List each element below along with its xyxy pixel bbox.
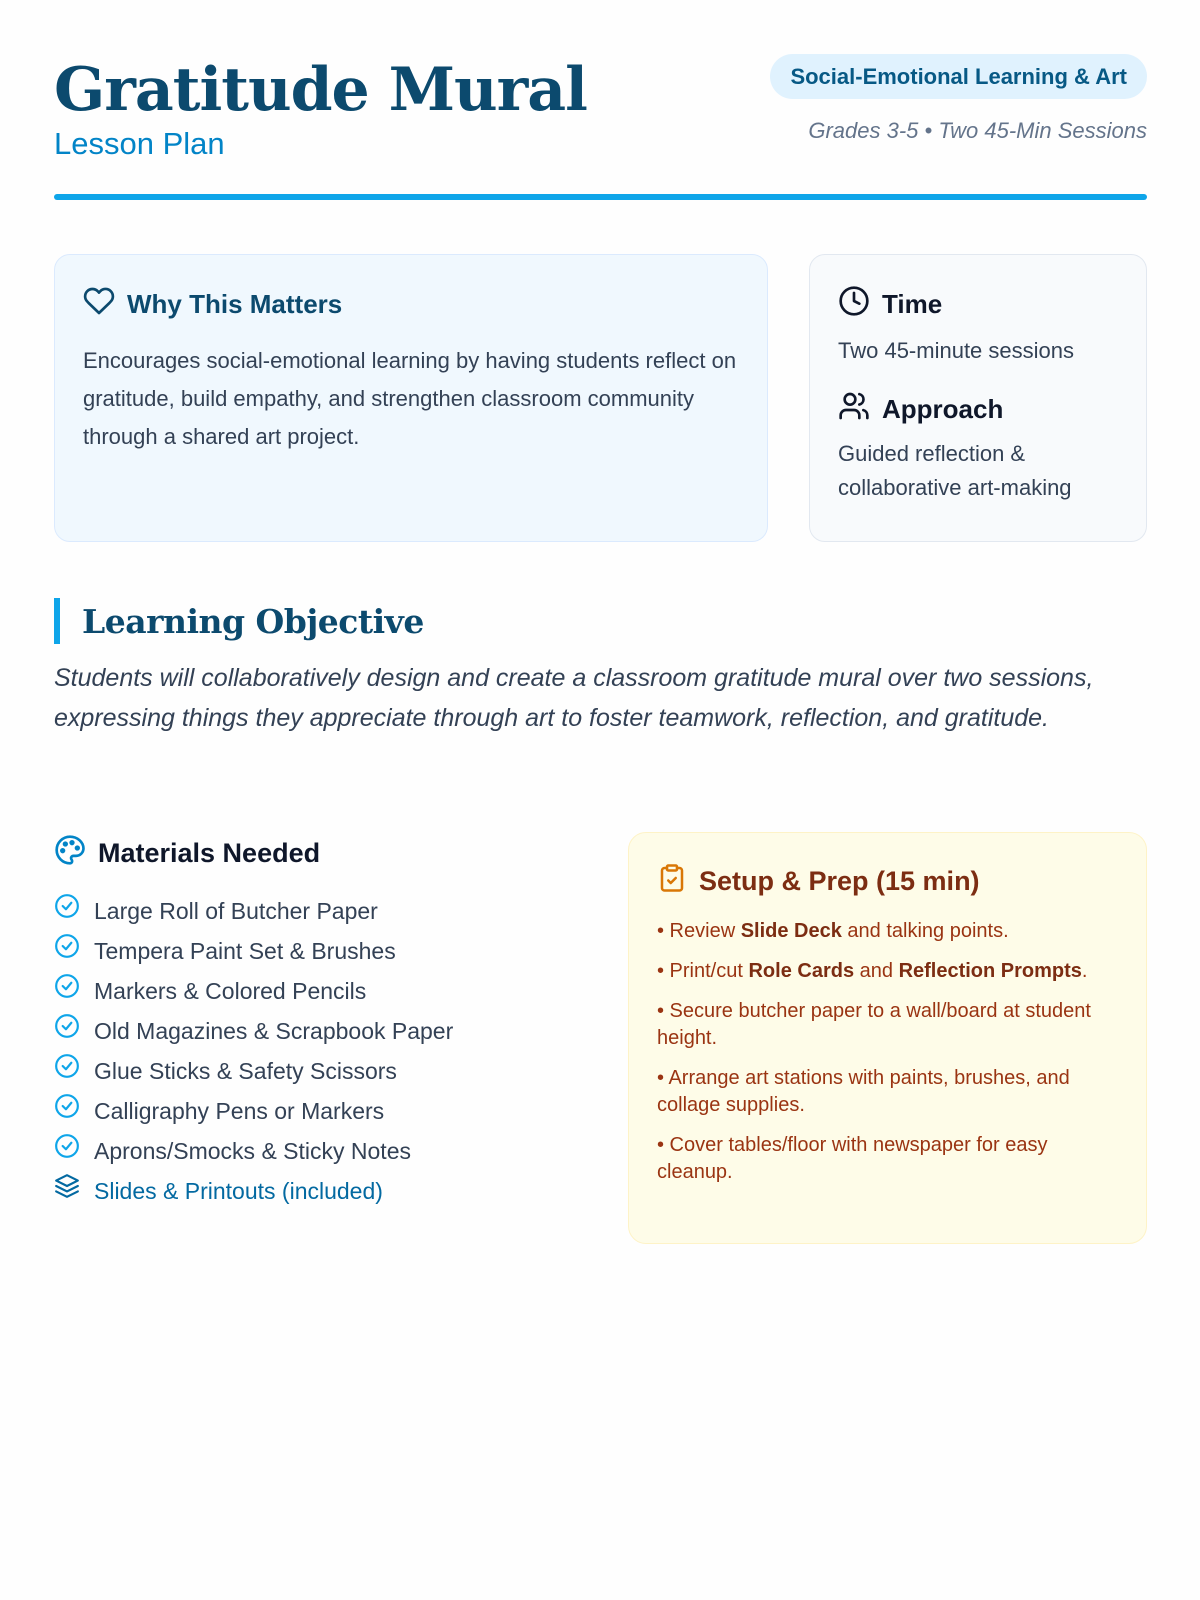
material-label: Glue Sticks & Safety Scissors [94, 1058, 397, 1084]
header [54, 0, 1147, 200]
time-heading: Time [882, 288, 943, 319]
list-item [54, 1091, 614, 1131]
setup-heading: Setup & Prep (15 min) [699, 865, 980, 896]
slides-printouts-item[interactable] [54, 1171, 614, 1211]
check-circle-icon [54, 891, 80, 931]
heart-icon [83, 285, 115, 322]
subject-badge: Social-Emotional Learning & Art [770, 54, 1147, 99]
slides-printouts-label[interactable]: Slides & Printouts (included) [94, 1178, 383, 1204]
approach-value: Guided reflection & collaborative art-making [838, 441, 1072, 500]
materials-section [54, 834, 614, 1211]
check-circle-icon [54, 1131, 80, 1171]
setup-list [657, 918, 1118, 1186]
material-label: Tempera Paint Set & Brushes [94, 938, 396, 964]
list-item [54, 891, 614, 931]
list-item: • Print/cut Role Cards and Reflection Prompts. [657, 960, 1088, 982]
clipboard-check-icon [657, 863, 687, 898]
list-item [54, 971, 614, 1011]
grade-meta: Grades 3-5 • Two 45-Min Sessions [808, 118, 1147, 143]
palette-icon [54, 834, 86, 871]
list-item: • Cover tables/floor with newspaper for easy cleanup. [657, 1134, 1048, 1183]
page-subtitle: Lesson Plan [54, 126, 225, 161]
time-value: Two 45-minute sessions [838, 338, 1074, 363]
material-label: Aprons/Smocks & Sticky Notes [94, 1138, 411, 1164]
check-circle-icon [54, 1011, 80, 1051]
layers-icon [54, 1171, 80, 1211]
why-body: Encourages social-emotional learning by having students reflect on gratitude, build empathy, and strengthen classroom community through a shared art project. [83, 348, 737, 449]
objective-heading: Learning Objective [82, 601, 424, 641]
materials-list [54, 891, 614, 1211]
check-circle-icon [54, 1051, 80, 1091]
users-icon [838, 390, 870, 427]
list-item [54, 1051, 614, 1091]
material-label: Large Roll of Butcher Paper [94, 898, 378, 924]
check-circle-icon [54, 1091, 80, 1131]
objective-heading-block [54, 598, 424, 644]
list-item [54, 1011, 614, 1051]
list-item [54, 931, 614, 971]
objective-text: Students will collaboratively design and create a classroom gratitude mural over two sessions, expressing things they appreciate through art to foster teamwork, reflection, and gratitude. [54, 664, 1094, 732]
check-circle-icon [54, 931, 80, 971]
lesson-plan-page [54, 0, 1147, 1204]
material-label: Markers & Colored Pencils [94, 978, 367, 1004]
list-item [54, 1131, 614, 1171]
setup-card [628, 832, 1147, 1244]
why-heading: Why This Matters [127, 288, 343, 319]
material-label: Old Magazines & Scrapbook Paper [94, 1018, 454, 1044]
why-card [54, 254, 768, 542]
list-item: • Secure butcher paper to a wall/board at student height. [657, 1000, 1091, 1049]
approach-heading: Approach [882, 393, 1004, 424]
material-label: Calligraphy Pens or Markers [94, 1098, 385, 1124]
check-circle-icon [54, 971, 80, 1011]
materials-heading: Materials Needed [98, 837, 321, 868]
page-title: Gratitude Mural [54, 55, 587, 125]
list-item: • Review Slide Deck and talking points. [657, 920, 1009, 942]
list-item: • Arrange art stations with paints, brushes, and collage supplies. [657, 1067, 1070, 1116]
clock-icon [838, 285, 870, 322]
info-card [809, 254, 1147, 542]
header-divider [54, 194, 1147, 200]
